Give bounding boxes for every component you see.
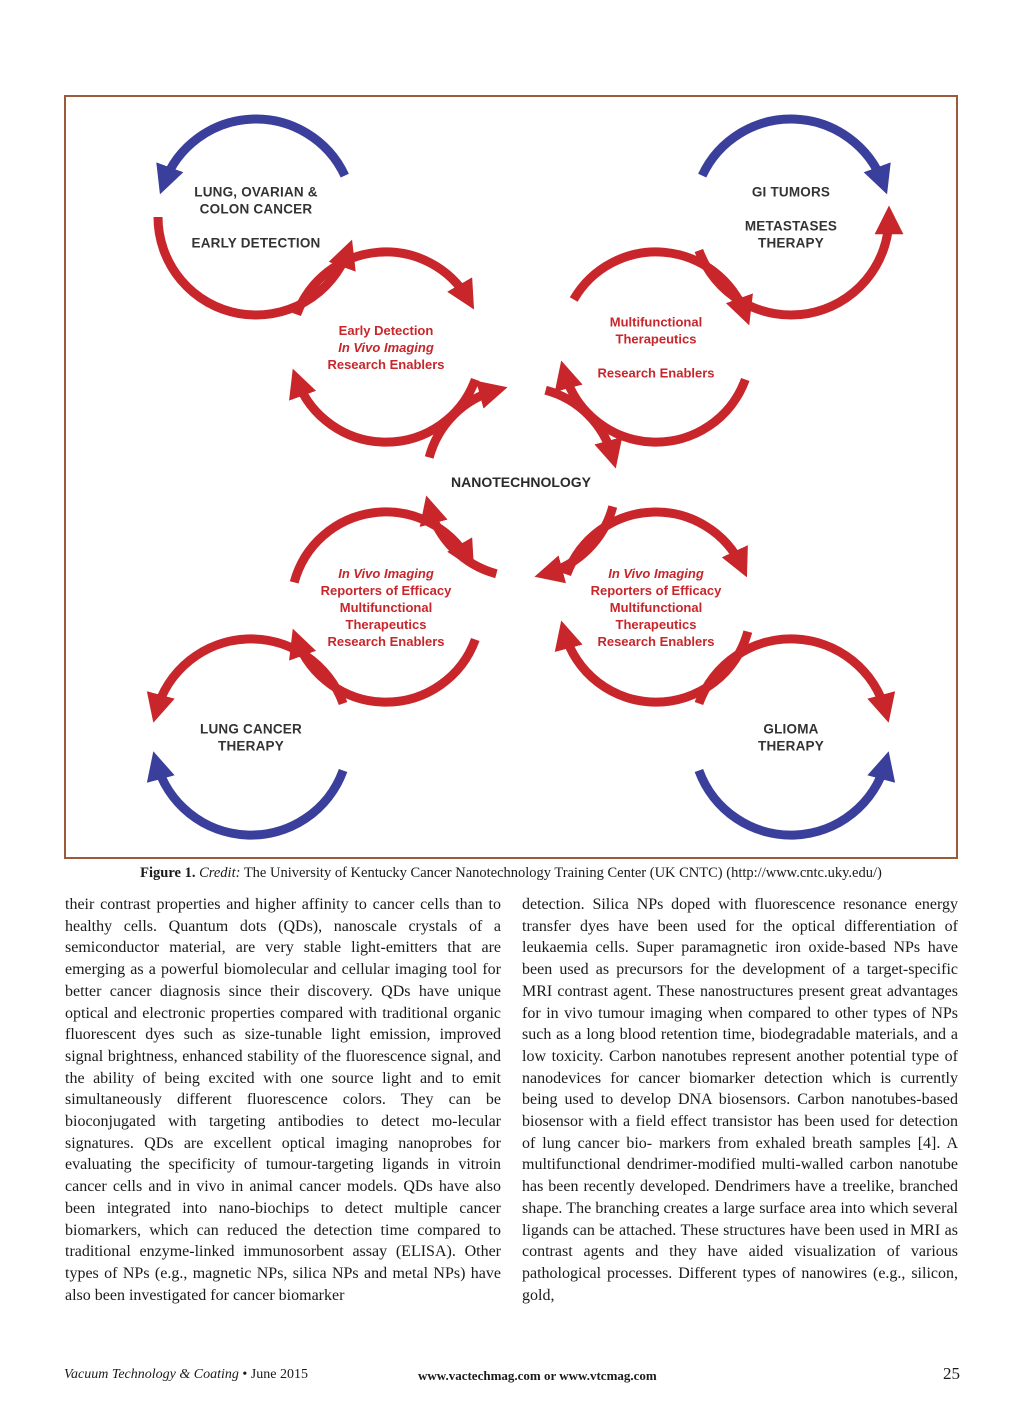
footer-urls: www.vactechmag.com or www.vtcmag.com: [418, 1368, 657, 1383]
inner-label-bottom-left-line-4: Therapeutics: [345, 617, 427, 632]
outer-cycle-top-left-arrow-1: [164, 119, 345, 183]
page-number: 25: [943, 1364, 960, 1383]
footer-separator: •: [242, 1367, 248, 1382]
journal-name: Vacuum Technology & Coating: [64, 1367, 239, 1382]
inner-label-top-right-line-2: Therapeutics: [615, 331, 697, 347]
inner-cycle-top-left-arrow-2: [297, 380, 476, 443]
inner-label-bottom-right-line-2: Reporters of Efficacy: [590, 583, 722, 598]
inner-label-bottom-right-line-4: Therapeutics: [615, 617, 697, 632]
outer-label-bottom-left-line-1: LUNG CANCER: [200, 721, 302, 737]
outer-label-top-left-line-1: LUNG, OVARIAN &: [194, 184, 318, 200]
inner-label-top-left-line-2: In Vivo Imaging: [338, 340, 434, 355]
body-column-left: their contrast properties and higher affinity to cancer cells than to healthy cells. Quantum dots (QDs), nanoscale crystals of a semiconductor material, are very stable light-emitters that are emerging as a powerful biomolecular and cellular imaging tool for better cancer diagnosis since their discovery. QDs have unique optical and electronic properties compared with traditional organic fluorescent dyes such as size-tunable light emission, improved signal brightness, enhanced stability of the fluorescence signal, and the ability of being excited with one source light and to emit simultaneously different fluorescence colors. They can be bioconjugated with targeting antibodies to detect mo-lecular signatures. QDs are excellent optical imaging nanoprobes for evaluating the specificity of tumour-targeting ligands in vitroin cancer cells and in vivo in animal cancer models. QDs have also been integrated into nano-biochips to detect multiple cancer biomarkers, which can reduced the detection time compared to traditional enzyme-linked immunosorbent assay (ELISA). Other types of NPs (e.g., magnetic NPs, silica NPs and metal NPs) have also been investigated for cancer biomarker: [65, 896, 501, 1304]
inner-cycle-top-right-arrow-2: [564, 372, 745, 443]
outer-cycle-top-left-arrow-2: [158, 217, 348, 315]
inner-label-bottom-left-line-2: Reporters of Efficacy: [320, 583, 452, 598]
inner-label-bottom-right-line-3: Multifunctional: [609, 600, 703, 615]
inner-label-top-left-line-3: Research Enablers: [327, 357, 445, 372]
inner-label-top-right-line-1: Multifunctional: [609, 314, 703, 330]
outer-label-top-right-line-4: THERAPY: [758, 235, 824, 251]
caption-text: The University of Kentucky Cancer Nanotechnology Training Center (UK CNTC) (http://www.cntc.uky.edu/): [243, 865, 882, 881]
center-cycle-arrow-3: [546, 507, 613, 574]
outer-label-top-left-line-4: EARLY DETECTION: [191, 235, 321, 251]
center-label: NANOTECHNOLOGY: [451, 474, 591, 490]
inner-label-bottom-right-line-5: Research Enablers: [597, 634, 715, 649]
figure-frame: [64, 95, 958, 859]
inner-label-top-right-line-4: Research Enablers: [597, 365, 715, 381]
inner-label-top-left-line-1: Early Detection: [338, 323, 434, 338]
outer-cycle-bottom-left-arrow-1: [156, 762, 343, 835]
center-cycle-arrow-4: [429, 507, 496, 574]
outer-cycle-bottom-right-arrow-1: [699, 762, 886, 835]
footer-journal: [64, 1367, 308, 1383]
figure-caption: [64, 865, 958, 882]
outer-label-top-right-line-1: GI TUMORS: [751, 184, 831, 200]
inner-label-bottom-left-line-3: Multifunctional: [339, 600, 433, 615]
nanotechnology-cycle-diagram: [66, 97, 956, 857]
outer-label-top-right-line-3: METASTASES: [744, 218, 838, 234]
issue-date: June 2015: [250, 1367, 308, 1382]
caption-credit-label: Credit:: [199, 865, 241, 881]
outer-label-top-left-line-2: COLON CANCER: [199, 201, 313, 217]
outer-cycle-top-right-arrow-1: [702, 119, 883, 183]
inner-label-bottom-right-line-1: In Vivo Imaging: [608, 566, 704, 581]
body-column-right: detection. Silica NPs doped with fluorescence resonance energy transfer dyes have been used for the optical differentiation of leukaemia cells. Super paramagnetic iron oxide-based NPs have been used as precursors for the development of a target-specific MRI contrast agent. These nanostructures present great advantages for in vivo tumour imaging when compared to other types of NPs such as a long blood retention time, biodegradable materials, and a low toxicity. Carbon nanotubes represent another potential type of nanodevices for cancer biomarker detection which is currently being used to develop DNA biosensors. Carbon nanotubes-based biosensor with a field effect transistor has been used for detection of lung cancer bio- markers from exhaled breath samples [4]. A multifunctional dendrimer-modified multi-walled carbon nanotube has been recently developed. Dendrimers have a treelike, branched shape. The branching creates a large surface area into which several ligands can be attached. These structures have been used in MRI as contrast agents and they have aided visualization of various pathological processes. Different types of nanowires (e.g., silicon, gold,: [522, 896, 958, 1304]
caption-figure-label: Figure 1.: [140, 865, 196, 881]
outer-label-bottom-right-line-1: GLIOMA: [763, 721, 819, 737]
outer-label-bottom-left-line-2: THERAPY: [218, 738, 284, 754]
inner-label-bottom-left-line-5: Research Enablers: [327, 634, 445, 649]
inner-label-bottom-left-line-1: In Vivo Imaging: [338, 566, 434, 581]
outer-label-bottom-right-line-2: THERAPY: [758, 738, 824, 754]
